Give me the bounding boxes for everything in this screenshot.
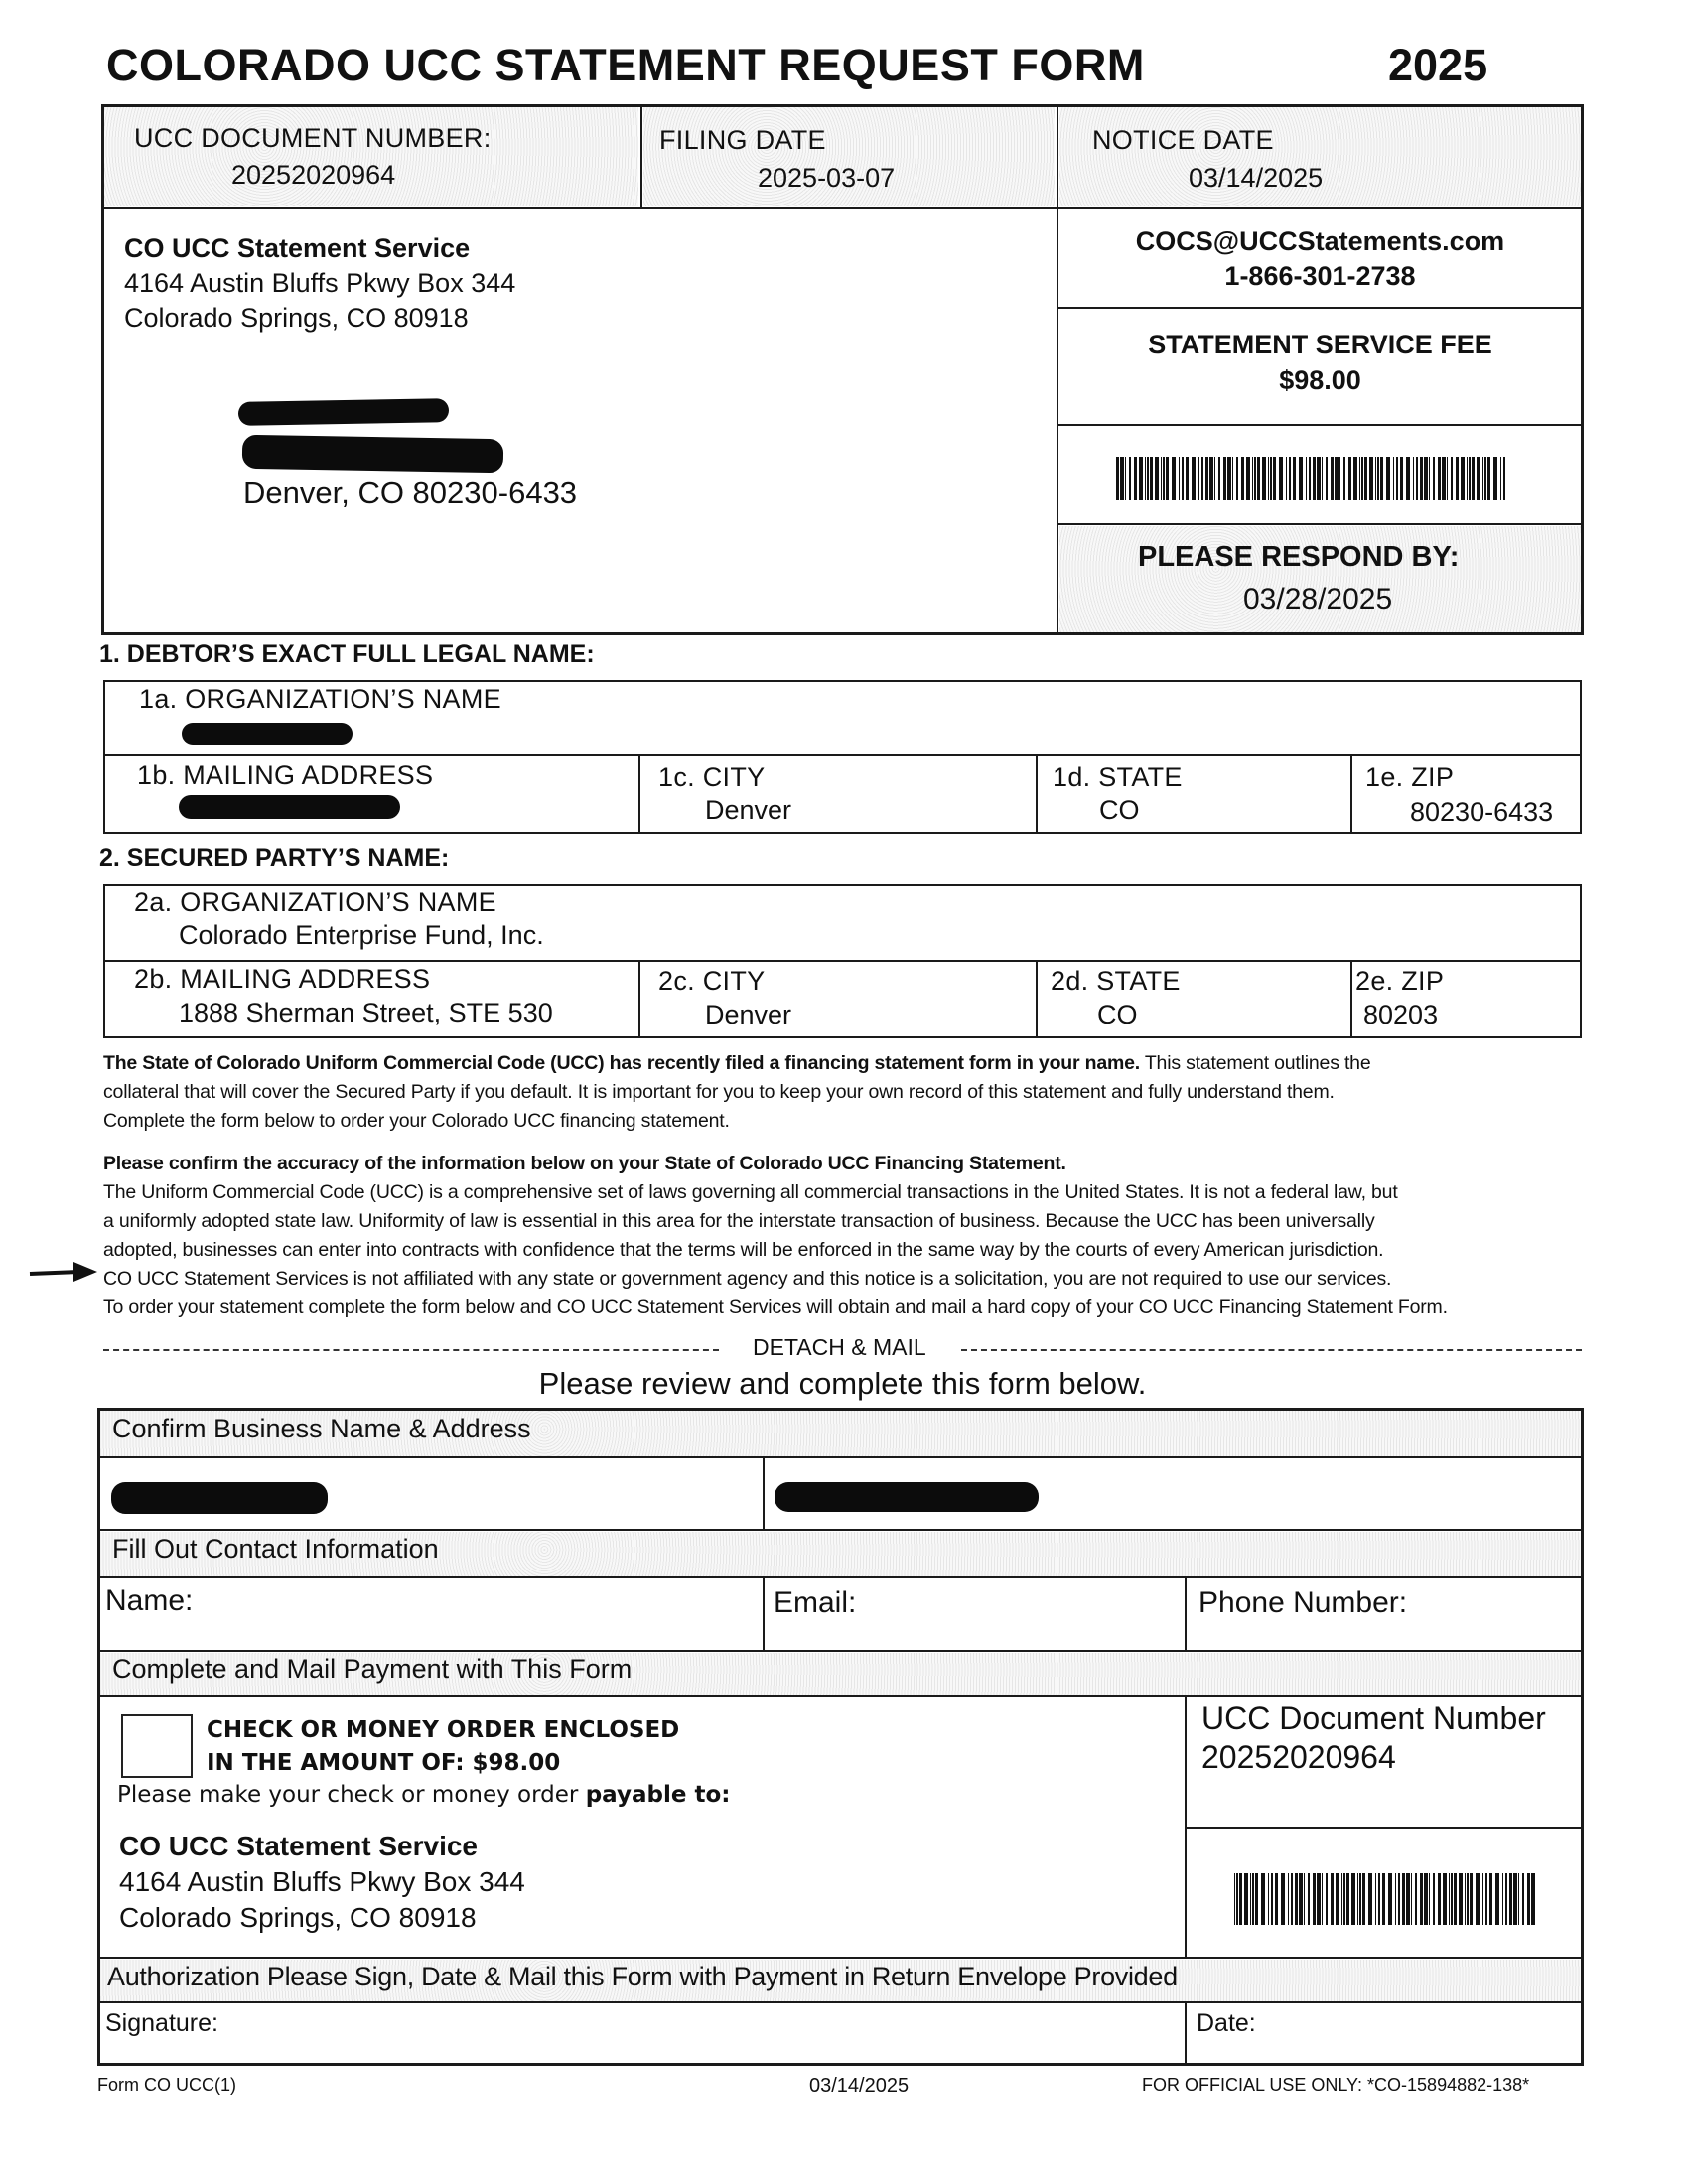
barcode-bar	[1416, 457, 1418, 500]
barcode-top	[1116, 457, 1513, 500]
recipient-city-line: Denver, CO 80230-6433	[243, 476, 578, 510]
barcode-bar	[1489, 1873, 1492, 1925]
barcode-bar	[1393, 457, 1394, 500]
barcode-bar	[1120, 457, 1124, 500]
barcode-bar	[1518, 1873, 1519, 1925]
barcode-bar	[1451, 1873, 1453, 1925]
form-year: 2025	[1388, 40, 1488, 90]
footer-date: 03/14/2025	[809, 2075, 910, 2097]
barcode-bar	[1509, 1873, 1512, 1925]
barcode-bottom	[1234, 1873, 1539, 1925]
doc-number-label: UCC DOCUMENT NUMBER:	[134, 123, 492, 153]
barcode-bar	[1368, 1873, 1372, 1925]
debtor-state: CO	[1099, 795, 1140, 825]
fee-amount: $98.00	[1279, 365, 1361, 395]
payee-address-2: Colorado Springs, CO 80918	[119, 1902, 477, 1933]
barcode-bar	[1218, 457, 1220, 500]
barcode-bar	[1343, 457, 1345, 500]
barcode-bar	[1322, 457, 1323, 500]
secured-org-label: 2a. ORGANIZATION’S NAME	[134, 887, 496, 917]
notice-date: 03/14/2025	[1189, 163, 1324, 193]
barcode-bar	[1438, 457, 1441, 500]
notice-p1-line2: collateral that will cover the Secured Party if you default. It is important for you to keep your own record of this statement and fully understand them.	[103, 1081, 1335, 1103]
barcode-bar	[1388, 1873, 1392, 1925]
check-line-1: CHECK OR MONEY ORDER ENCLOSED	[207, 1717, 680, 1743]
debtor-zip-label: 1e. ZIP	[1365, 762, 1455, 792]
redacted-recipient-name	[238, 398, 449, 426]
barcode-bar	[1362, 1873, 1365, 1925]
payment-label: Complete and Mail Payment with This Form	[112, 1654, 633, 1684]
notice-p1-bold: The State of Colorado Uniform Commercial Code (UCC) has recently filed a financing statement form in your name.	[103, 1052, 1140, 1074]
barcode-bar	[1201, 457, 1203, 500]
secured-org: Colorado Enterprise Fund, Inc.	[179, 920, 544, 950]
barcode-bar	[1375, 1873, 1376, 1925]
authorization-label: Authorization Please Sign, Date & Mail this Form with Payment in Return Envelope Provided	[107, 1962, 1178, 1991]
filing-date-label: FILING DATE	[659, 125, 826, 155]
redacted-debtor-address	[179, 795, 400, 819]
barcode-bar	[1503, 457, 1505, 500]
barcode-bar	[1150, 457, 1153, 500]
barcode-bar	[1476, 1873, 1480, 1925]
debtor-org-label: 1a. ORGANIZATION’S NAME	[139, 684, 501, 714]
phone-field[interactable]: Phone Number:	[1198, 1586, 1408, 1619]
barcode-bar	[1289, 457, 1291, 500]
barcode-bar	[1172, 457, 1176, 500]
barcode-bar	[1470, 1873, 1473, 1925]
barcode-bar	[1424, 457, 1428, 500]
barcode-bar	[1252, 457, 1253, 500]
page-title: COLORADO UCC STATEMENT REQUEST FORM	[106, 40, 1145, 90]
doc-number: 20252020964	[231, 160, 396, 190]
barcode-bar	[1415, 1873, 1417, 1925]
barcode-bar	[1420, 457, 1423, 500]
detach-dash-left	[103, 1349, 719, 1351]
respond-label: PLEASE RESPOND BY:	[1138, 541, 1460, 573]
barcode-bar	[1275, 1873, 1278, 1925]
barcode-bar	[1129, 457, 1131, 500]
barcode-bar	[1454, 1873, 1457, 1925]
barcode-bar	[1281, 1873, 1285, 1925]
barcode-bar	[1467, 457, 1468, 500]
barcode-bar	[1482, 457, 1483, 500]
confirm-business-label: Confirm Business Name & Address	[112, 1414, 531, 1443]
barcode-bar	[1433, 457, 1435, 500]
barcode-bar	[1449, 1873, 1450, 1925]
redacted-business-name[interactable]	[111, 1482, 328, 1514]
barcode-bar	[1268, 457, 1269, 500]
barcode-bar	[1396, 457, 1398, 500]
barcode-bar	[1331, 457, 1334, 500]
barcode-bar	[1288, 1873, 1289, 1925]
barcode-bar	[1232, 457, 1233, 500]
barcode-bar	[1322, 1873, 1323, 1925]
barcode-bar	[1155, 457, 1159, 500]
secured-state: CO	[1097, 1000, 1138, 1029]
secured-state-label: 2d. STATE	[1051, 966, 1181, 996]
debtor-zip: 80230-6433	[1410, 797, 1554, 827]
barcode-bar	[1513, 1873, 1517, 1925]
barcode-bar	[1205, 457, 1208, 500]
barcode-bar	[1244, 1873, 1248, 1925]
barcode-bar	[1406, 1873, 1410, 1925]
barcode-bar	[1279, 457, 1283, 500]
barcode-bar	[1442, 457, 1446, 500]
contact-phone: 1-866-301-2738	[1224, 261, 1416, 291]
review-instruction: Please review and complete this form below.	[538, 1366, 1147, 1401]
secured-heading: 2. SECURED PARTY’S NAME:	[99, 844, 450, 872]
barcode-bar	[1380, 457, 1383, 500]
barcode-bar	[1192, 457, 1196, 500]
barcode-bar	[1306, 457, 1307, 500]
barcode-bar	[1261, 1873, 1265, 1925]
redacted-debtor-org	[182, 723, 352, 745]
barcode-bar	[1341, 1873, 1342, 1925]
barcode-bar	[1223, 457, 1226, 500]
barcode-bar	[1291, 1873, 1293, 1925]
signature-field[interactable]: Signature:	[105, 2009, 218, 2037]
barcode-bar	[1433, 1873, 1435, 1925]
debtor-city-label: 1c. CITY	[658, 762, 766, 792]
barcode-bar	[1413, 457, 1414, 500]
barcode-bar	[1336, 1873, 1340, 1925]
barcode-bar	[1359, 457, 1360, 500]
barcode-bar	[1308, 1873, 1310, 1925]
barcode-bar	[1268, 1873, 1269, 1925]
barcode-bar	[1299, 457, 1303, 500]
debtor-heading: 1. DEBTOR’S EXACT FULL LEGAL NAME:	[99, 640, 595, 668]
barcode-bar	[1527, 1873, 1530, 1925]
barcode-bar	[1182, 457, 1184, 500]
detach-dash-right	[961, 1349, 1582, 1351]
barcode-bar	[1273, 457, 1276, 500]
barcode-bar	[1186, 457, 1189, 500]
barcode-bar	[1239, 1873, 1242, 1925]
barcode-bar	[1214, 457, 1215, 500]
barcode-bar	[1116, 457, 1119, 500]
barcode-bar	[1420, 1873, 1423, 1925]
barcode-bar	[1429, 457, 1430, 500]
barcode-bar	[1270, 457, 1272, 500]
secured-zip-label: 2e. ZIP	[1355, 966, 1445, 996]
barcode-bar	[1484, 457, 1486, 500]
notice-p1-rest: This statement outlines the	[1139, 1052, 1371, 1074]
barcode-bar	[1299, 1873, 1303, 1925]
payment-checkbox[interactable]	[121, 1714, 193, 1778]
debtor-city: Denver	[705, 795, 792, 825]
barcode-bar	[1395, 1873, 1396, 1925]
barcode-bar	[1293, 457, 1296, 500]
barcode-bar	[1493, 457, 1497, 500]
barcode-bar	[1286, 457, 1287, 500]
barcode-bar	[1447, 457, 1448, 500]
barcode-bar	[1359, 1873, 1361, 1925]
barcode-bar	[1505, 1873, 1507, 1925]
barcode-bar	[1326, 1873, 1328, 1925]
barcode-bar	[1482, 1873, 1483, 1925]
form-doc-number: 20252020964	[1201, 1739, 1396, 1775]
barcode-bar	[1317, 1873, 1321, 1925]
barcode-bar	[1313, 1873, 1316, 1925]
debtor-addr-label: 1b. MAILING ADDRESS	[137, 760, 434, 790]
payable-prefix: Please make your check or money order	[117, 1782, 586, 1808]
barcode-bar	[1255, 1873, 1258, 1925]
barcode-bar	[1145, 457, 1146, 500]
check-line-2: IN THE AMOUNT OF: $98.00	[207, 1750, 561, 1776]
barcode-bar	[1241, 457, 1244, 500]
barcode-bar	[1343, 1873, 1345, 1925]
barcode-bar	[1166, 457, 1169, 500]
barcode-bar	[1271, 1873, 1273, 1925]
barcode-bar	[1377, 457, 1379, 500]
barcode-bar	[1351, 1873, 1355, 1925]
form-doc-number-label: UCC Document Number	[1201, 1701, 1546, 1736]
barcode-bar	[1477, 457, 1480, 500]
barcode-bar	[1467, 1873, 1469, 1925]
barcode-bar	[1461, 457, 1465, 500]
barcode-bar	[1364, 457, 1367, 500]
barcode-bar	[1198, 457, 1199, 500]
notice-p2-line3: adopted, businesses can enter into contracts with confidence that the terms will be enforced in the same way by the courts of every American jurisdiction.	[103, 1239, 1384, 1261]
barcode-bar	[1357, 1873, 1358, 1925]
sender-address-2: Colorado Springs, CO 80918	[124, 303, 469, 333]
barcode-bar	[1331, 1873, 1334, 1925]
redacted-recipient-street	[242, 435, 504, 474]
barcode-bar	[1411, 1873, 1412, 1925]
barcode-bar	[1257, 457, 1260, 500]
debtor-state-label: 1d. STATE	[1053, 762, 1183, 792]
respond-date: 03/28/2025	[1243, 583, 1393, 615]
barcode-bar	[1495, 1873, 1499, 1925]
barcode-bar	[1262, 457, 1266, 500]
barcode-bar	[1209, 457, 1213, 500]
barcode-bar	[1429, 1873, 1430, 1925]
barcode-bar	[1309, 457, 1311, 500]
secured-city: Denver	[705, 1000, 792, 1029]
barcode-bar	[1246, 457, 1250, 500]
name-field[interactable]: Name:	[105, 1584, 194, 1617]
notice-p2-line5: To order your statement complete the form below and CO UCC Statement Services will obtain and mail a hard copy of your CO UCC Financing Statement Form.	[103, 1297, 1448, 1318]
contact-info-label: Fill Out Contact Information	[112, 1534, 439, 1564]
barcode-bar	[1295, 1873, 1298, 1925]
barcode-bar	[1369, 457, 1373, 500]
notice-p2-bold: Please confirm the accuracy of the information below on your State of Colorado UCC Financing Statement.	[103, 1153, 1066, 1174]
barcode-bar	[1459, 1873, 1463, 1925]
barcode-bar	[1451, 457, 1453, 500]
barcode-bar	[1424, 1873, 1428, 1925]
email-field[interactable]: Email:	[774, 1586, 857, 1619]
barcode-bar	[1161, 457, 1162, 500]
barcode-bar	[1317, 457, 1321, 500]
sender-name: CO UCC Statement Service	[124, 233, 471, 263]
notice-paragraph-2	[103, 1150, 1593, 1322]
payee-name: CO UCC Statement Service	[119, 1831, 479, 1861]
contact-email: COCS@UCCStatements.com	[1135, 226, 1505, 256]
barcode-bar	[1402, 1873, 1405, 1925]
barcode-bar	[1227, 457, 1231, 500]
footer-official: FOR OFFICIAL USE ONLY: *CO-15894882-138*	[1142, 2075, 1530, 2095]
barcode-bar	[1125, 457, 1126, 500]
arrow-icon	[28, 1259, 99, 1285]
barcode-bar	[1361, 457, 1363, 500]
barcode-bar	[1335, 457, 1339, 500]
barcode-bar	[1400, 457, 1403, 500]
barcode-bar	[1304, 1873, 1305, 1925]
notice-p2-line1: The Uniform Commercial Code (UCC) is a comprehensive set of laws governing all commercial transactions in the United States. It is not a federal law, but	[103, 1181, 1398, 1203]
notice-p2-line4: CO UCC Statement Services is not affiliated with any state or government agency and this notice is a solicitation, you are not required to use our services.	[103, 1268, 1392, 1290]
barcode-bar	[1134, 457, 1137, 500]
barcode-bar	[1353, 457, 1357, 500]
barcode-bar	[1465, 1873, 1466, 1925]
secured-addr: 1888 Sherman Street, STE 530	[179, 998, 553, 1027]
barcode-bar	[1346, 1873, 1349, 1925]
fee-label: STATEMENT SERVICE FEE	[1148, 330, 1492, 359]
barcode-bar	[1531, 1873, 1535, 1925]
notice-p1-line3: Complete the form below to order your Colorado UCC financing statement.	[103, 1110, 730, 1132]
barcode-bar	[1382, 1873, 1385, 1925]
footer-form-id: Form CO UCC(1)	[97, 2075, 236, 2095]
secured-city-label: 2c. CITY	[658, 966, 766, 996]
barcode-bar	[1236, 457, 1238, 500]
barcode-bar	[1386, 457, 1390, 500]
barcode-bar	[1485, 1873, 1487, 1925]
barcode-bar	[1348, 457, 1351, 500]
barcode-bar	[1139, 457, 1143, 500]
barcode-bar	[1252, 1873, 1254, 1925]
detach-label: DETACH & MAIL	[753, 1334, 926, 1360]
barcode-bar	[1254, 457, 1256, 500]
date-field[interactable]: Date:	[1197, 2009, 1256, 2037]
secured-addr-label: 2b. MAILING ADDRESS	[134, 964, 431, 994]
notice-paragraph-1	[103, 1049, 1593, 1136]
barcode-bar	[1487, 457, 1490, 500]
barcode-bar	[1236, 1873, 1238, 1925]
barcode-bar	[1522, 1873, 1524, 1925]
barcode-bar	[1375, 457, 1376, 500]
redacted-business-address[interactable]	[775, 1482, 1039, 1512]
barcode-bar	[1313, 457, 1316, 500]
barcode-bar	[1147, 457, 1149, 500]
barcode-bar	[1326, 457, 1328, 500]
sender-address-1: 4164 Austin Bluffs Pkwy Box 344	[124, 268, 516, 298]
notice-p2-line2: a uniformly adopted state law. Uniformity of law is essential in this area for the interstate transaction of business. Because the UCC has been universally	[103, 1210, 1375, 1232]
barcode-bar	[1234, 1873, 1235, 1925]
barcode-bar	[1469, 457, 1471, 500]
barcode-bar	[1406, 457, 1410, 500]
payee-address-1: 4164 Austin Bluffs Pkwy Box 344	[119, 1866, 525, 1897]
barcode-bar	[1398, 1873, 1400, 1925]
barcode-bar	[1378, 1873, 1380, 1925]
barcode-bar	[1438, 1873, 1441, 1925]
filing-date: 2025-03-07	[758, 163, 896, 193]
notice-date-label: NOTICE DATE	[1092, 125, 1274, 155]
barcode-bar	[1179, 457, 1180, 500]
barcode-bar	[1502, 1873, 1503, 1925]
payable-bold: payable to:	[585, 1782, 731, 1808]
barcode-bar	[1456, 457, 1459, 500]
barcode-bar	[1443, 1873, 1447, 1925]
barcode-bar	[1472, 457, 1475, 500]
secured-zip: 80203	[1363, 1000, 1439, 1029]
barcode-bar	[1500, 457, 1501, 500]
barcode-bar	[1163, 457, 1165, 500]
barcode-bar	[1250, 1873, 1251, 1925]
payable-to-line	[117, 1782, 730, 1808]
